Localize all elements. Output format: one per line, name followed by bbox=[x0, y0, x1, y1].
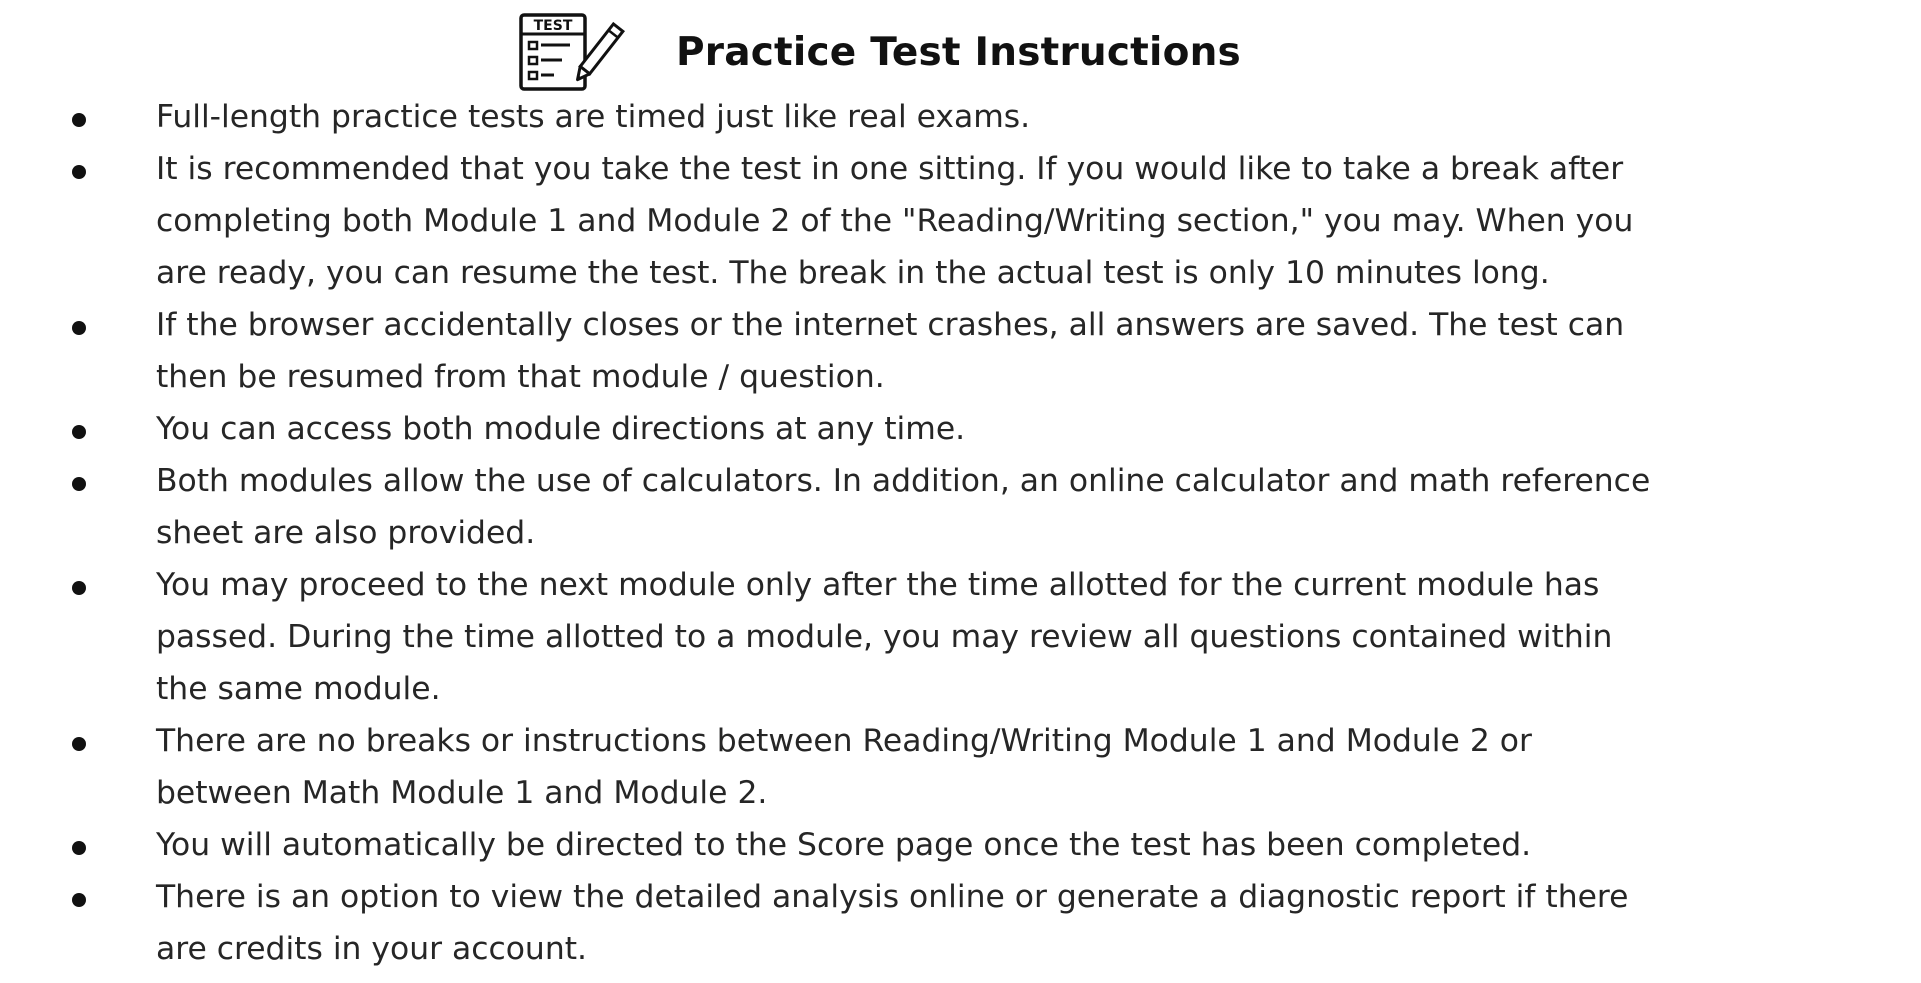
bullet-icon bbox=[72, 477, 86, 491]
instruction-item bbox=[0, 559, 1921, 715]
bullet-icon bbox=[72, 841, 86, 855]
instruction-text: Both modules allow the use of calculators. In addition, an online calculator and math reference sheet are also provided. bbox=[156, 463, 1651, 551]
bullet-icon bbox=[72, 321, 86, 335]
instruction-text: If the browser accidentally closes or the internet crashes, all answers are saved. The test can then be resumed from that module / question. bbox=[156, 307, 1625, 395]
bullet-icon bbox=[72, 893, 86, 907]
test-icon-label: TEST bbox=[533, 18, 573, 34]
instruction-text: You will automatically be directed to the Score page once the test has been completed. bbox=[156, 827, 1532, 863]
instruction-text: You can access both module directions at any time. bbox=[156, 411, 966, 447]
instruction-item bbox=[0, 91, 1921, 143]
instruction-item bbox=[0, 871, 1921, 975]
instruction-text: Full-length practice tests are timed just like real exams. bbox=[156, 99, 1031, 135]
bullet-icon bbox=[72, 425, 86, 439]
bullet-icon bbox=[72, 113, 86, 127]
page-title: Practice Test Instructions bbox=[676, 29, 1241, 75]
page-header bbox=[518, 12, 1241, 92]
instruction-item bbox=[0, 403, 1921, 455]
instruction-item bbox=[0, 143, 1921, 299]
bullet-icon bbox=[72, 581, 86, 595]
instruction-item bbox=[0, 819, 1921, 871]
instruction-text: You may proceed to the next module only after the time allotted for the current module has passed. During the time allotted to a module, you may review all questions contained within the same module. bbox=[156, 567, 1613, 707]
bullet-icon bbox=[72, 737, 86, 751]
bullet-icon bbox=[72, 165, 86, 179]
instruction-text: It is recommended that you take the test in one sitting. If you would like to take a break after completing both Module 1 and Module 2 of the "Reading/Writing section," you may. When you are ready, you can resume the test. The break in the actual test is only 10 minutes long. bbox=[156, 151, 1634, 291]
instruction-text: There are no breaks or instructions between Reading/Writing Module 1 and Module 2 or between Math Module 1 and Module 2. bbox=[156, 723, 1532, 811]
instruction-text: There is an option to view the detailed analysis online or generate a diagnostic report if there are credits in your account. bbox=[156, 879, 1629, 967]
instruction-item bbox=[0, 715, 1921, 819]
instruction-item bbox=[0, 455, 1921, 559]
test-checklist-icon bbox=[518, 12, 626, 92]
instructions-list bbox=[0, 91, 1921, 975]
instruction-item bbox=[0, 299, 1921, 403]
